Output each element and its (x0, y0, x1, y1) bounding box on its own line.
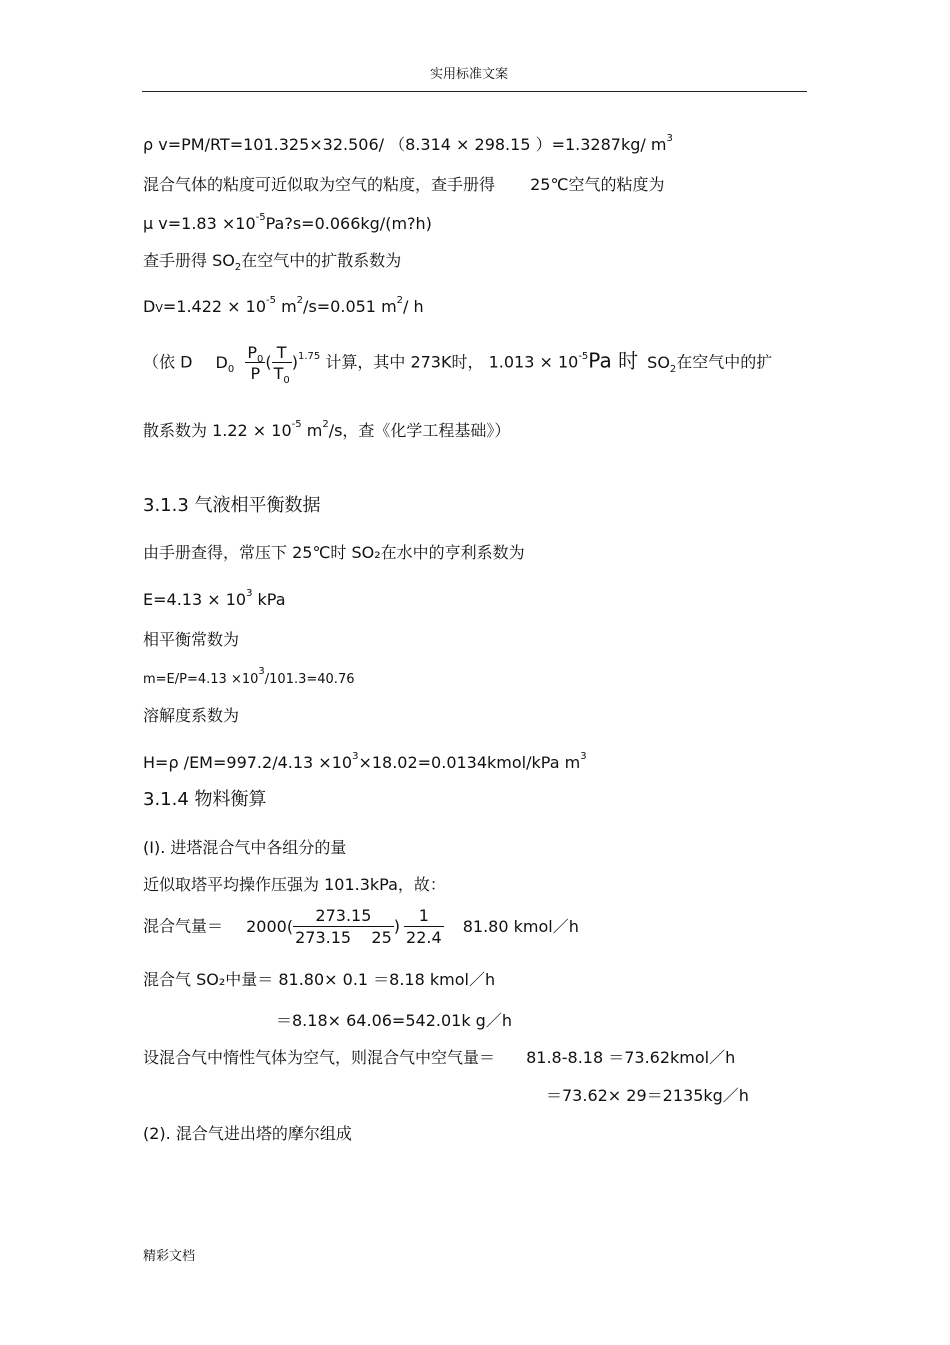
air-mass-line: ＝73.62× 29＝2135kg／h (546, 1086, 749, 1105)
section-heading-3-1-3: 3.1.3 气液相平衡数据 (143, 495, 321, 516)
exponent: 2 (296, 295, 304, 306)
viscosity-value-line (143, 212, 432, 233)
molar-volume-fraction (404, 906, 444, 948)
temperature-ratio-fraction (272, 343, 292, 387)
mixed-gas-label: 混合气量＝ (143, 916, 224, 936)
diffusion-formula-line: （依 D $D_0$ $\frac{P_0}{P}$ ( $\frac{T}{T_0}$ )$^{1.75}$ 计算，其中 273K时， $1.013 \times 10^{-5}Pa$ 时 $SO_2$在空气中的扩 (143, 343, 773, 387)
exponent: -5 (266, 295, 276, 306)
diffusion-unit-b: / h (403, 297, 424, 316)
temperature-correction-fraction (293, 906, 394, 948)
exponent: -5 (578, 350, 589, 362)
henry-unit: kPa (252, 590, 286, 609)
reference-text: 散系数为 1.22 × 10 (143, 421, 292, 440)
formula-lead: （依 D (143, 352, 193, 372)
equilibrium-value-tail: /101.3=40.76 (264, 672, 355, 687)
formula-d0: D (215, 352, 228, 372)
fraction-numerator: T (276, 343, 287, 362)
viscosity-text-tail: 25℃空气的粘度为 (530, 175, 665, 194)
formula-text-tail: 在空气中的扩 (676, 352, 773, 372)
fraction-numerator: P (247, 343, 257, 362)
subscript: 0 (256, 354, 264, 365)
subscript: 0 (283, 375, 290, 387)
diffusion-value-b: /s=0.051 m (303, 297, 397, 316)
equilibrium-value-line (143, 666, 355, 687)
page-header-title: 实用标准文案 (430, 67, 509, 82)
diffusion-unit-a: m (276, 297, 297, 316)
formula-text: 计算，其中 273K时， 1.013 × 10 (325, 352, 579, 372)
mixed-gas-amount-line (143, 906, 579, 948)
exponent: 3 (580, 751, 587, 762)
section-heading-3-1-4: 3.1.4 物料衡算 (143, 789, 267, 810)
subscript: 0 (227, 363, 235, 375)
exponent: 1.75 (298, 350, 321, 362)
reference-tail: /s，查《化学工程基础》） (328, 421, 511, 440)
viscosity-unit: Pa?s=0.066kg/(m?h) (265, 214, 432, 233)
henry-value: E=4.13 × 10 (143, 590, 247, 609)
exponent: 3 (246, 588, 253, 599)
fraction-denominator: P (245, 362, 265, 383)
viscosity-text-line (143, 177, 664, 193)
header-divider (142, 91, 807, 92)
gas-density-line (143, 133, 673, 154)
equilibrium-value: m=E/P=4.13 ×10 (143, 672, 259, 687)
henry-intro: 由手册查得，常压下 25℃时 SO₂在水中的亨利系数为 (143, 543, 525, 562)
mixed-gas-result: 81.80 kmol／h (462, 916, 579, 936)
so2-mass-line: ＝8.18× 64.06=542.01k g／h (276, 1011, 512, 1030)
formula-text-pa: Pa 时 (588, 348, 639, 373)
mixed-gas-factor: 2000( (246, 916, 294, 936)
diffusion-intro-line (143, 251, 402, 273)
exponent: 2 (396, 295, 404, 306)
pressure-ratio-fraction (245, 343, 265, 383)
exponent: 3 (352, 751, 359, 762)
solubility-label: 溶解度系数为 (143, 706, 240, 725)
subscript: 2 (669, 363, 677, 375)
exponent: 2 (322, 419, 329, 430)
page-footer-label: 精彩文档 (143, 1249, 196, 1264)
viscosity-text: 混合气体的粘度可近似取为空气的粘度，查手册得 (143, 175, 496, 194)
diffusion-intro-tail: 在空气中的扩散系数为 (241, 251, 402, 270)
inlet-components-heading: (I). 进塔混合气中各组分的量 (143, 838, 347, 857)
diffusion-symbol: D (143, 297, 156, 316)
air-amount-value: 81.8-8.18 ＝73.62kmol／h (526, 1048, 736, 1067)
so2-amount-line: 混合气 SO₂中量＝ 81.80× 0.1 ＝8.18 kmol／h (143, 970, 496, 989)
exponent: 3 (258, 666, 265, 677)
viscosity-exponent: -5 (255, 212, 266, 223)
air-amount-line (143, 1050, 735, 1066)
formula-text-so2: SO (647, 352, 670, 372)
air-amount-label: 设混合气中惰性气体为空气，则混合气中空气量＝ (143, 1048, 496, 1067)
diffusion-intro: 查手册得 SO (143, 251, 235, 270)
fraction-denominator: 22.4 (406, 928, 442, 947)
operating-pressure-line: 近似取塔平均操作压强为 101.3kPa，故： (143, 875, 446, 894)
subscript: V (155, 302, 163, 315)
gas-density-formula: ρ v=PM/RT=101.325×32.506/ （8.314 × 298.15 ）=1.3287kg/ m (143, 135, 667, 154)
henry-value-line (143, 588, 286, 609)
fraction-numerator: 273.15 (315, 906, 372, 925)
diffusion-reference-line (143, 419, 511, 440)
solubility-value-line (143, 751, 587, 772)
fraction-denominator: T (273, 364, 284, 384)
solubility-value-tail: ×18.02=0.0134kmol/kPa m (358, 753, 581, 772)
fraction-denominator: 273.15 25 (295, 928, 392, 947)
close-paren: ) (393, 916, 401, 936)
subscript: 2 (234, 262, 242, 273)
diffusion-value: =1.422 × 10 (162, 297, 267, 316)
exponent: -5 (291, 419, 302, 430)
diffusion-coefficient-line (143, 295, 424, 316)
viscosity-value: μ v=1.83 ×10 (143, 214, 256, 233)
fraction-numerator: 1 (418, 906, 429, 925)
solubility-value: H=ρ /EM=997.2/4.13 ×10 (143, 753, 353, 772)
equilibrium-label: 相平衡常数为 (143, 630, 240, 649)
reference-unit: m (301, 421, 323, 440)
molar-composition-heading: (2). 混合气进出塔的摩尔组成 (143, 1124, 352, 1143)
unit-exponent: 3 (666, 133, 673, 144)
